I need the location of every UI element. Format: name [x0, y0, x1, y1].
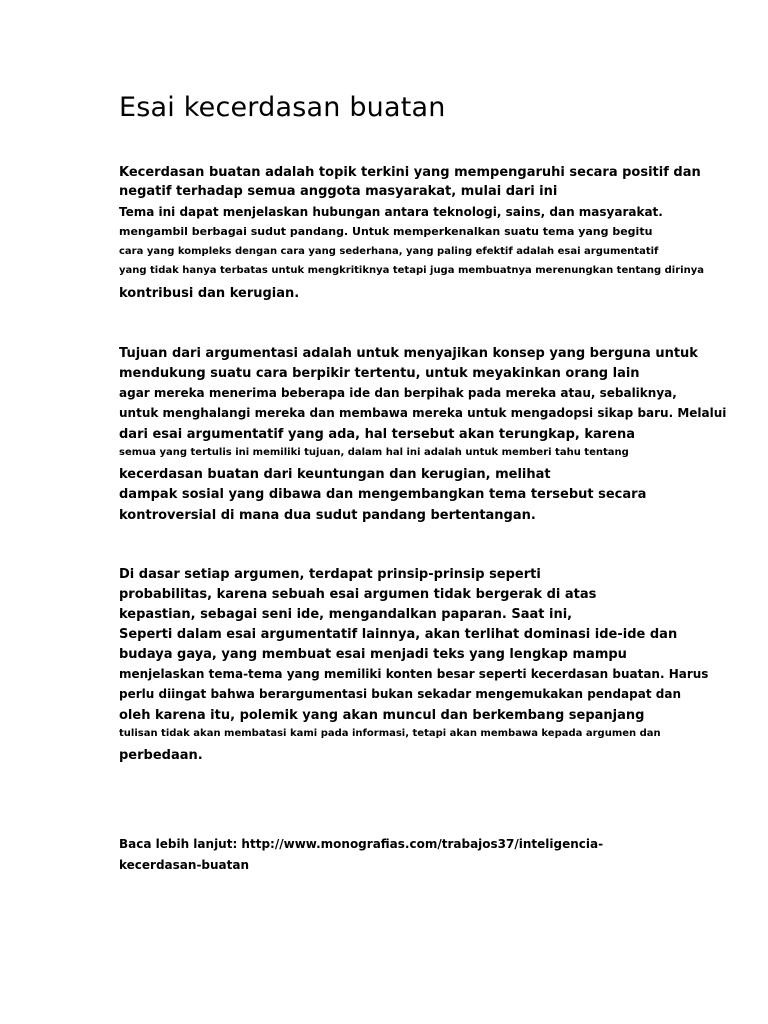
text-line: mengambil berbagai sudut pandang. Untuk memperkenalkan suatu tema yang begitu [119, 225, 653, 238]
text-line: Kecerdasan buatan adalah topik terkini yang mempengaruhi secara positif dan [119, 165, 701, 180]
text-line: tulisan tidak akan membatasi kami pada informasi, tetapi akan membawa kepada argumen dan [119, 728, 661, 739]
text-line: untuk menghalangi mereka dan membawa mereka untuk mengadopsi sikap baru. Melalui [119, 406, 727, 420]
text-line: dari esai argumentatif yang ada, hal tersebut akan terungkap, karena [119, 427, 636, 442]
text-line: Di dasar setiap argumen, terdapat prinsip-prinsip seperti [119, 567, 541, 582]
text-line: oleh karena itu, polemik yang akan muncul dan berkembang sepanjang [119, 708, 645, 723]
document-title: Esai kecerdasan buatan [119, 92, 446, 123]
text-line: negatif terhadap semua anggota masyarakat, mulai dari ini [119, 184, 558, 199]
text-line: perbedaan. [119, 748, 203, 763]
text-line: probabilitas, karena sebuah esai argumen tidak bergerak di atas [119, 587, 597, 602]
text-line: kecerdasan buatan dari keuntungan dan kerugian, melihat [119, 467, 551, 482]
read-more-link-continued[interactable]: kecerdasan-buatan [119, 858, 250, 872]
text-line: Seperti dalam esai argumentatif lainnya, akan terlihat dominasi ide-ide dan [119, 627, 678, 642]
text-line: cara yang kompleks dengan cara yang sederhana, yang paling efektif adalah esai argumentatif [119, 246, 659, 257]
text-line: yang tidak hanya terbatas untuk mengkritiknya tetapi juga membuatnya merenungkan tentang dirinya [119, 265, 704, 276]
text-line: kepastian, sebagai seni ide, mengandalkan paparan. Saat ini, [119, 607, 573, 622]
text-line: agar mereka menerima beberapa ide dan berpihak pada mereka atau, sebaliknya, [119, 386, 677, 400]
text-line: Tema ini dapat menjelaskan hubungan antara teknologi, sains, dan masyarakat. [119, 205, 663, 219]
text-line: mendukung suatu cara berpikir tertentu, untuk meyakinkan orang lain [119, 366, 640, 381]
read-more-link[interactable]: Baca lebih lanjut: http://www.monografias.com/trabajos37/inteligencia- [119, 837, 604, 851]
text-line: semua yang tertulis ini memiliki tujuan, dalam hal ini adalah untuk memberi tahu tentang [119, 447, 629, 458]
text-line: menjelaskan tema-tema yang memiliki konten besar seperti kecerdasan buatan. Harus [119, 667, 709, 681]
text-line: budaya gaya, yang membuat esai menjadi teks yang lengkap mampu [119, 647, 627, 662]
text-line: Tujuan dari argumentasi adalah untuk menyajikan konsep yang berguna untuk [119, 346, 698, 361]
text-line: kontroversial di mana dua sudut pandang bertentangan. [119, 508, 536, 523]
text-line: kontribusi dan kerugian. [119, 286, 300, 301]
text-line: dampak sosial yang dibawa dan mengembangkan tema tersebut secara [119, 487, 647, 502]
text-line: perlu diingat bahwa berargumentasi bukan sekadar mengemukakan pendapat dan [119, 687, 681, 701]
